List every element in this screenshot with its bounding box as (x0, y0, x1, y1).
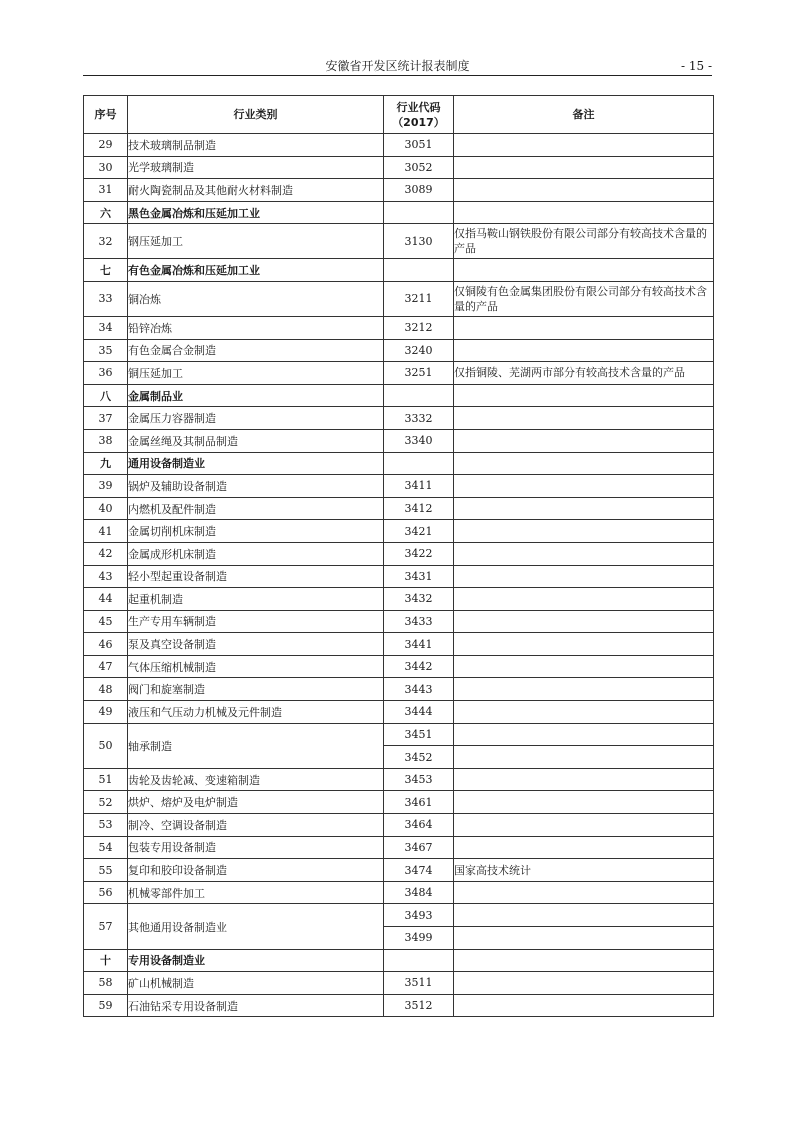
industry-name: 金属丝绳及其制品制造 (128, 429, 384, 452)
table-row (84, 224, 714, 259)
industry-code: 3411 (384, 475, 454, 498)
row-number: 48 (84, 678, 128, 701)
industry-name: 包装专用设备制造 (128, 836, 384, 859)
table-row (84, 475, 714, 498)
remark (454, 452, 714, 475)
remark (454, 768, 714, 791)
industry-name: 专用设备制造业 (128, 949, 384, 972)
industry-name: 有色金属合金制造 (128, 339, 384, 362)
remark (454, 520, 714, 543)
remark (454, 949, 714, 972)
industry-name: 泵及真空设备制造 (128, 633, 384, 656)
industry-name: 制冷、空调设备制造 (128, 814, 384, 837)
row-number: 39 (84, 475, 128, 498)
row-number: 43 (84, 565, 128, 588)
header-title: 安徽省开发区统计报表制度 (325, 59, 470, 73)
table-row (84, 316, 714, 339)
industry-name: 金属成形机床制造 (128, 542, 384, 565)
industry-code: 3441 (384, 633, 454, 656)
remark (454, 542, 714, 565)
industry-name: 液压和气压动力机械及元件制造 (128, 701, 384, 724)
industry-code: 3433 (384, 610, 454, 633)
page-number: - 15 - (680, 59, 712, 73)
industry-name: 金属制品业 (128, 384, 384, 407)
industry-code: 3332 (384, 407, 454, 430)
category-row (84, 384, 714, 407)
row-number: 37 (84, 407, 128, 430)
row-number: 53 (84, 814, 128, 837)
remark (454, 201, 714, 224)
industry-code: 3089 (384, 179, 454, 202)
table-row (84, 429, 714, 452)
table-row (84, 610, 714, 633)
industry-code: 3474 (384, 859, 454, 882)
remark (454, 723, 714, 746)
table-row (84, 497, 714, 520)
table-row (84, 814, 714, 837)
industry-name: 铜压延加工 (128, 362, 384, 385)
industry-code: 3452 (384, 746, 454, 769)
row-number: 31 (84, 179, 128, 202)
table-row (84, 134, 714, 157)
industry-name: 烘炉、熔炉及电炉制造 (128, 791, 384, 814)
industry-name: 锅炉及辅助设备制造 (128, 475, 384, 498)
industry-name: 耐火陶瓷制品及其他耐火材料制造 (128, 179, 384, 202)
remark (454, 655, 714, 678)
table-row (84, 339, 714, 362)
industry-name: 阀门和旋塞制造 (128, 678, 384, 701)
remark (454, 927, 714, 950)
remark (454, 791, 714, 814)
row-number: 七 (84, 259, 128, 282)
row-number: 六 (84, 201, 128, 224)
industry-name: 内燃机及配件制造 (128, 497, 384, 520)
industry-name: 气体压缩机械制造 (128, 655, 384, 678)
row-number: 52 (84, 791, 128, 814)
row-number: 34 (84, 316, 128, 339)
row-number: 47 (84, 655, 128, 678)
remark: 仅指铜陵、芜湖两市部分有较高技术含量的产品 (454, 362, 714, 385)
industry-code: 3461 (384, 791, 454, 814)
remark (454, 429, 714, 452)
row-number: 40 (84, 497, 128, 520)
row-number: 33 (84, 281, 128, 316)
header-rule (83, 75, 712, 76)
table-body (84, 134, 714, 1017)
page-header (83, 58, 712, 74)
table-row (84, 768, 714, 791)
industry-name: 技术玻璃制品制造 (128, 134, 384, 157)
table-row (84, 281, 714, 316)
industry-code: 3052 (384, 156, 454, 179)
remark (454, 633, 714, 656)
industry-code: 3240 (384, 339, 454, 362)
remark (454, 881, 714, 904)
col-header-no: 序号 (84, 96, 128, 134)
col-header-code-year: （2017） (392, 115, 445, 129)
table-row (84, 588, 714, 611)
remark (454, 814, 714, 837)
row-number: 54 (84, 836, 128, 859)
industry-code: 3421 (384, 520, 454, 543)
industry-table (83, 95, 714, 1017)
table-row (84, 904, 714, 927)
row-number: 51 (84, 768, 128, 791)
industry-code: 3212 (384, 316, 454, 339)
industry-name: 生产专用车辆制造 (128, 610, 384, 633)
row-number: 55 (84, 859, 128, 882)
row-number: 十 (84, 949, 128, 972)
table-row (84, 362, 714, 385)
industry-code: 3453 (384, 768, 454, 791)
industry-name: 金属切削机床制造 (128, 520, 384, 543)
col-header-code (384, 96, 454, 134)
row-number: 九 (84, 452, 128, 475)
row-number: 50 (84, 723, 128, 768)
table-row (84, 655, 714, 678)
industry-name: 光学玻璃制造 (128, 156, 384, 179)
industry-code: 3432 (384, 588, 454, 611)
table-row (84, 565, 714, 588)
industry-name: 石油钻采专用设备制造 (128, 994, 384, 1017)
row-number: 46 (84, 633, 128, 656)
row-number: 30 (84, 156, 128, 179)
row-number: 35 (84, 339, 128, 362)
industry-name: 齿轮及齿轮减、变速箱制造 (128, 768, 384, 791)
row-number: 59 (84, 994, 128, 1017)
remark (454, 836, 714, 859)
row-number: 58 (84, 972, 128, 995)
industry-code: 3512 (384, 994, 454, 1017)
row-number: 45 (84, 610, 128, 633)
industry-code: 3340 (384, 429, 454, 452)
table-row (84, 859, 714, 882)
industry-name: 机械零部件加工 (128, 881, 384, 904)
industry-code (384, 949, 454, 972)
col-header-note: 备注 (454, 96, 714, 134)
remark (454, 316, 714, 339)
industry-name: 铅锌冶炼 (128, 316, 384, 339)
remark (454, 588, 714, 611)
industry-code: 3493 (384, 904, 454, 927)
remark (454, 746, 714, 769)
row-number: 41 (84, 520, 128, 543)
row-number: 32 (84, 224, 128, 259)
industry-code: 3442 (384, 655, 454, 678)
industry-code: 3422 (384, 542, 454, 565)
industry-name: 复印和胶印设备制造 (128, 859, 384, 882)
remark (454, 904, 714, 927)
remark (454, 497, 714, 520)
industry-code (384, 259, 454, 282)
industry-code: 3051 (384, 134, 454, 157)
industry-name: 矿山机械制造 (128, 972, 384, 995)
remark (454, 565, 714, 588)
row-number: 36 (84, 362, 128, 385)
industry-name: 轻小型起重设备制造 (128, 565, 384, 588)
remark (454, 610, 714, 633)
remark (454, 384, 714, 407)
category-row (84, 452, 714, 475)
table-row (84, 542, 714, 565)
industry-code: 3431 (384, 565, 454, 588)
row-number: 44 (84, 588, 128, 611)
industry-code: 3211 (384, 281, 454, 316)
industry-code (384, 201, 454, 224)
remark (454, 701, 714, 724)
row-number: 56 (84, 881, 128, 904)
remark (454, 134, 714, 157)
table-row (84, 156, 714, 179)
row-number: 57 (84, 904, 128, 949)
industry-name: 其他通用设备制造业 (128, 904, 384, 949)
table-row (84, 678, 714, 701)
remark (454, 156, 714, 179)
row-number: 49 (84, 701, 128, 724)
remark: 仅铜陵有色金属集团股份有限公司部分有较高技术含量的产品 (454, 281, 714, 316)
industry-code: 3484 (384, 881, 454, 904)
table-row (84, 407, 714, 430)
table-row (84, 179, 714, 202)
row-number: 38 (84, 429, 128, 452)
table-row (84, 881, 714, 904)
industry-code: 3511 (384, 972, 454, 995)
remark (454, 407, 714, 430)
table-row (84, 994, 714, 1017)
industry-code: 3251 (384, 362, 454, 385)
remark (454, 259, 714, 282)
remark (454, 339, 714, 362)
table-row (84, 972, 714, 995)
table-row (84, 791, 714, 814)
industry-name: 铜冶炼 (128, 281, 384, 316)
category-row (84, 201, 714, 224)
table-row (84, 836, 714, 859)
remark (454, 994, 714, 1017)
table-row (84, 633, 714, 656)
remark (454, 678, 714, 701)
table-row (84, 520, 714, 543)
industry-code: 3443 (384, 678, 454, 701)
row-number: 八 (84, 384, 128, 407)
industry-name: 轴承制造 (128, 723, 384, 768)
category-row (84, 949, 714, 972)
row-number: 42 (84, 542, 128, 565)
category-row (84, 259, 714, 282)
remark: 国家高技术统计 (454, 859, 714, 882)
industry-code: 3451 (384, 723, 454, 746)
remark (454, 179, 714, 202)
industry-code: 3412 (384, 497, 454, 520)
table-row (84, 701, 714, 724)
industry-code: 3464 (384, 814, 454, 837)
col-header-category: 行业类别 (128, 96, 384, 134)
industry-code: 3444 (384, 701, 454, 724)
col-header-code-label: 行业代码 (396, 100, 441, 114)
industry-code (384, 384, 454, 407)
industry-name: 通用设备制造业 (128, 452, 384, 475)
remark: 仅指马鞍山钢铁股份有限公司部分有较高技术含量的产品 (454, 224, 714, 259)
table-row (84, 723, 714, 746)
industry-code: 3467 (384, 836, 454, 859)
table-header-row (84, 96, 714, 134)
industry-code: 3499 (384, 927, 454, 950)
industry-code: 3130 (384, 224, 454, 259)
industry-name: 金属压力容器制造 (128, 407, 384, 430)
row-number: 29 (84, 134, 128, 157)
industry-name: 钢压延加工 (128, 224, 384, 259)
remark (454, 972, 714, 995)
industry-code (384, 452, 454, 475)
industry-name: 有色金属冶炼和压延加工业 (128, 259, 384, 282)
industry-name: 黑色金属冶炼和压延加工业 (128, 201, 384, 224)
industry-name: 起重机制造 (128, 588, 384, 611)
remark (454, 475, 714, 498)
